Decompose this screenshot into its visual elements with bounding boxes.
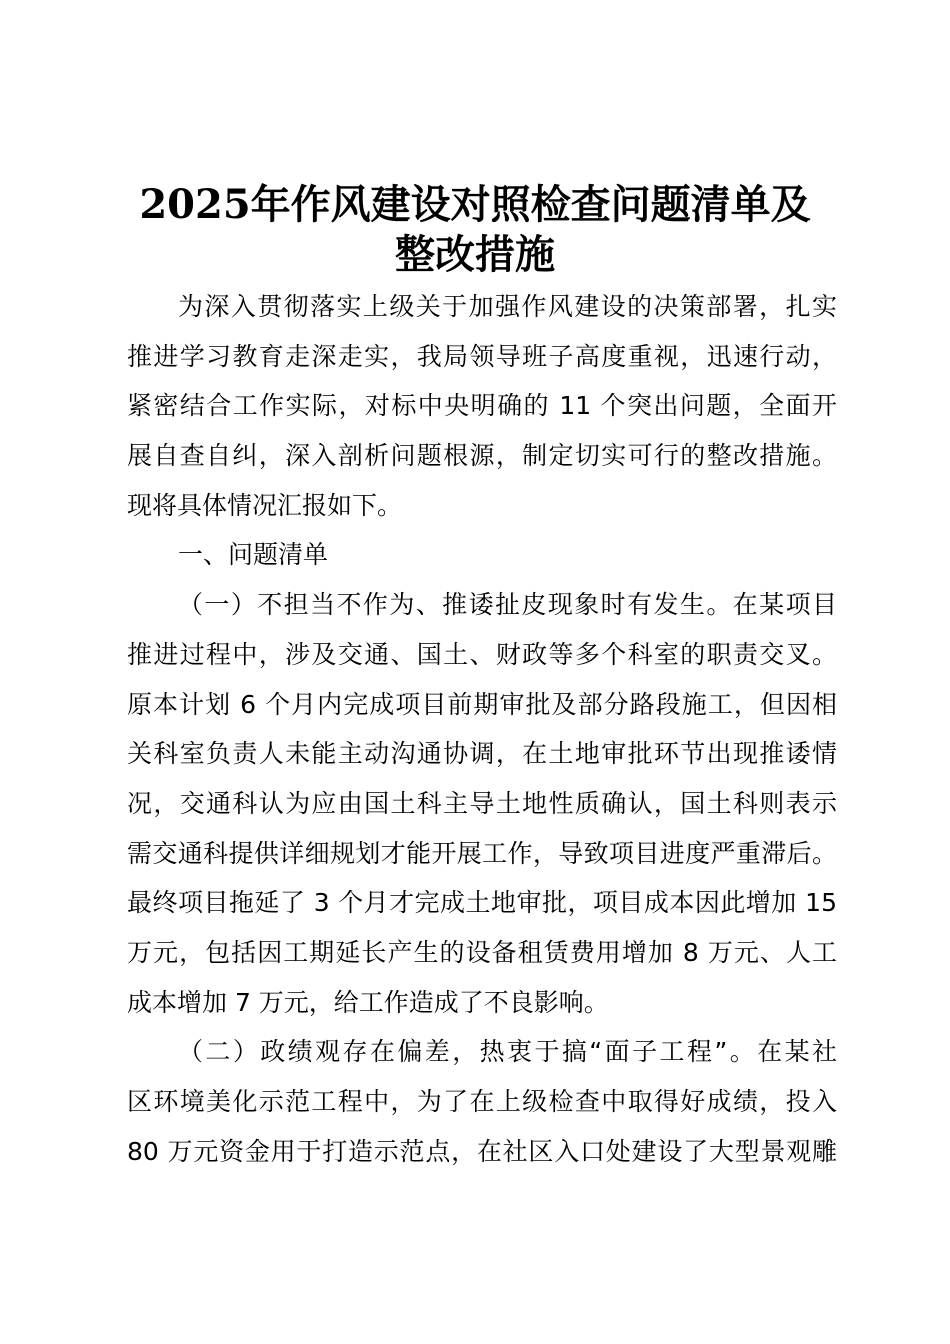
text-line: 万元，包括因工期延长产生的设备租赁费用增加 8 万元、人工 (127, 937, 837, 967)
text-line: 况，交通科认为应由国土科主导土地性质确认，国土科则表示 (127, 788, 837, 818)
text-line: 成本增加 7 万元，给工作造成了不良影响。 (127, 987, 609, 1017)
text-line: 区环境美化示范工程中，为了在上级检查中取得好成绩，投入 (127, 1087, 837, 1116)
document-body (127, 282, 837, 1176)
text-line: 80 万元资金用于打造示范点，在社区入口处建设了大型景观雕 (127, 1136, 837, 1166)
text-line: 推进学习教育走深走实，我局领导班子高度重视，迅速行动， (127, 341, 837, 371)
section-heading (127, 530, 837, 580)
title-line-1: 2025年作风建设对照检查问题清单及 (139, 181, 811, 228)
text-line: （二）政绩观存在偏差，热衷于搞“面子工程”。在某社 (178, 1037, 837, 1067)
intro-paragraph (127, 282, 837, 530)
document-title (118, 180, 832, 280)
text-line: （一）不担当不作为、推诿扯皮现象时有发生。在某项目 (178, 590, 837, 620)
text-line: 紧密结合工作实际，对标中央明确的 11 个突出问题，全面开 (127, 391, 837, 421)
issue-2-paragraph (127, 1027, 837, 1176)
text-line: 最终项目拖延了 3 个月才完成土地审批，项目成本因此增加 15 (127, 888, 837, 918)
title-line-2: 整改措施 (395, 231, 555, 278)
text-line: 关科室负责人未能主动沟通协调，在土地审批环节出现推诿情 (127, 739, 837, 769)
text-line: 为深入贯彻落实上级关于加强作风建设的决策部署，扎实 (178, 292, 837, 321)
section-heading-text: 一、问题清单 (178, 540, 329, 570)
text-line: 原本计划 6 个月内完成项目前期审批及部分路段施工，但因相 (127, 689, 837, 719)
text-line: 展自查自纠，深入剖析问题根源，制定切实可行的整改措施。 (127, 441, 837, 471)
text-line: 需交通科提供详细规划才能开展工作，导致项目进度严重滞后。 (127, 838, 837, 868)
text-line: 现将具体情况汇报如下。 (127, 490, 403, 520)
text-line: 推进过程中，涉及交通、国土、财政等多个科室的职责交叉。 (127, 639, 837, 669)
issue-1-paragraph (127, 580, 837, 1027)
